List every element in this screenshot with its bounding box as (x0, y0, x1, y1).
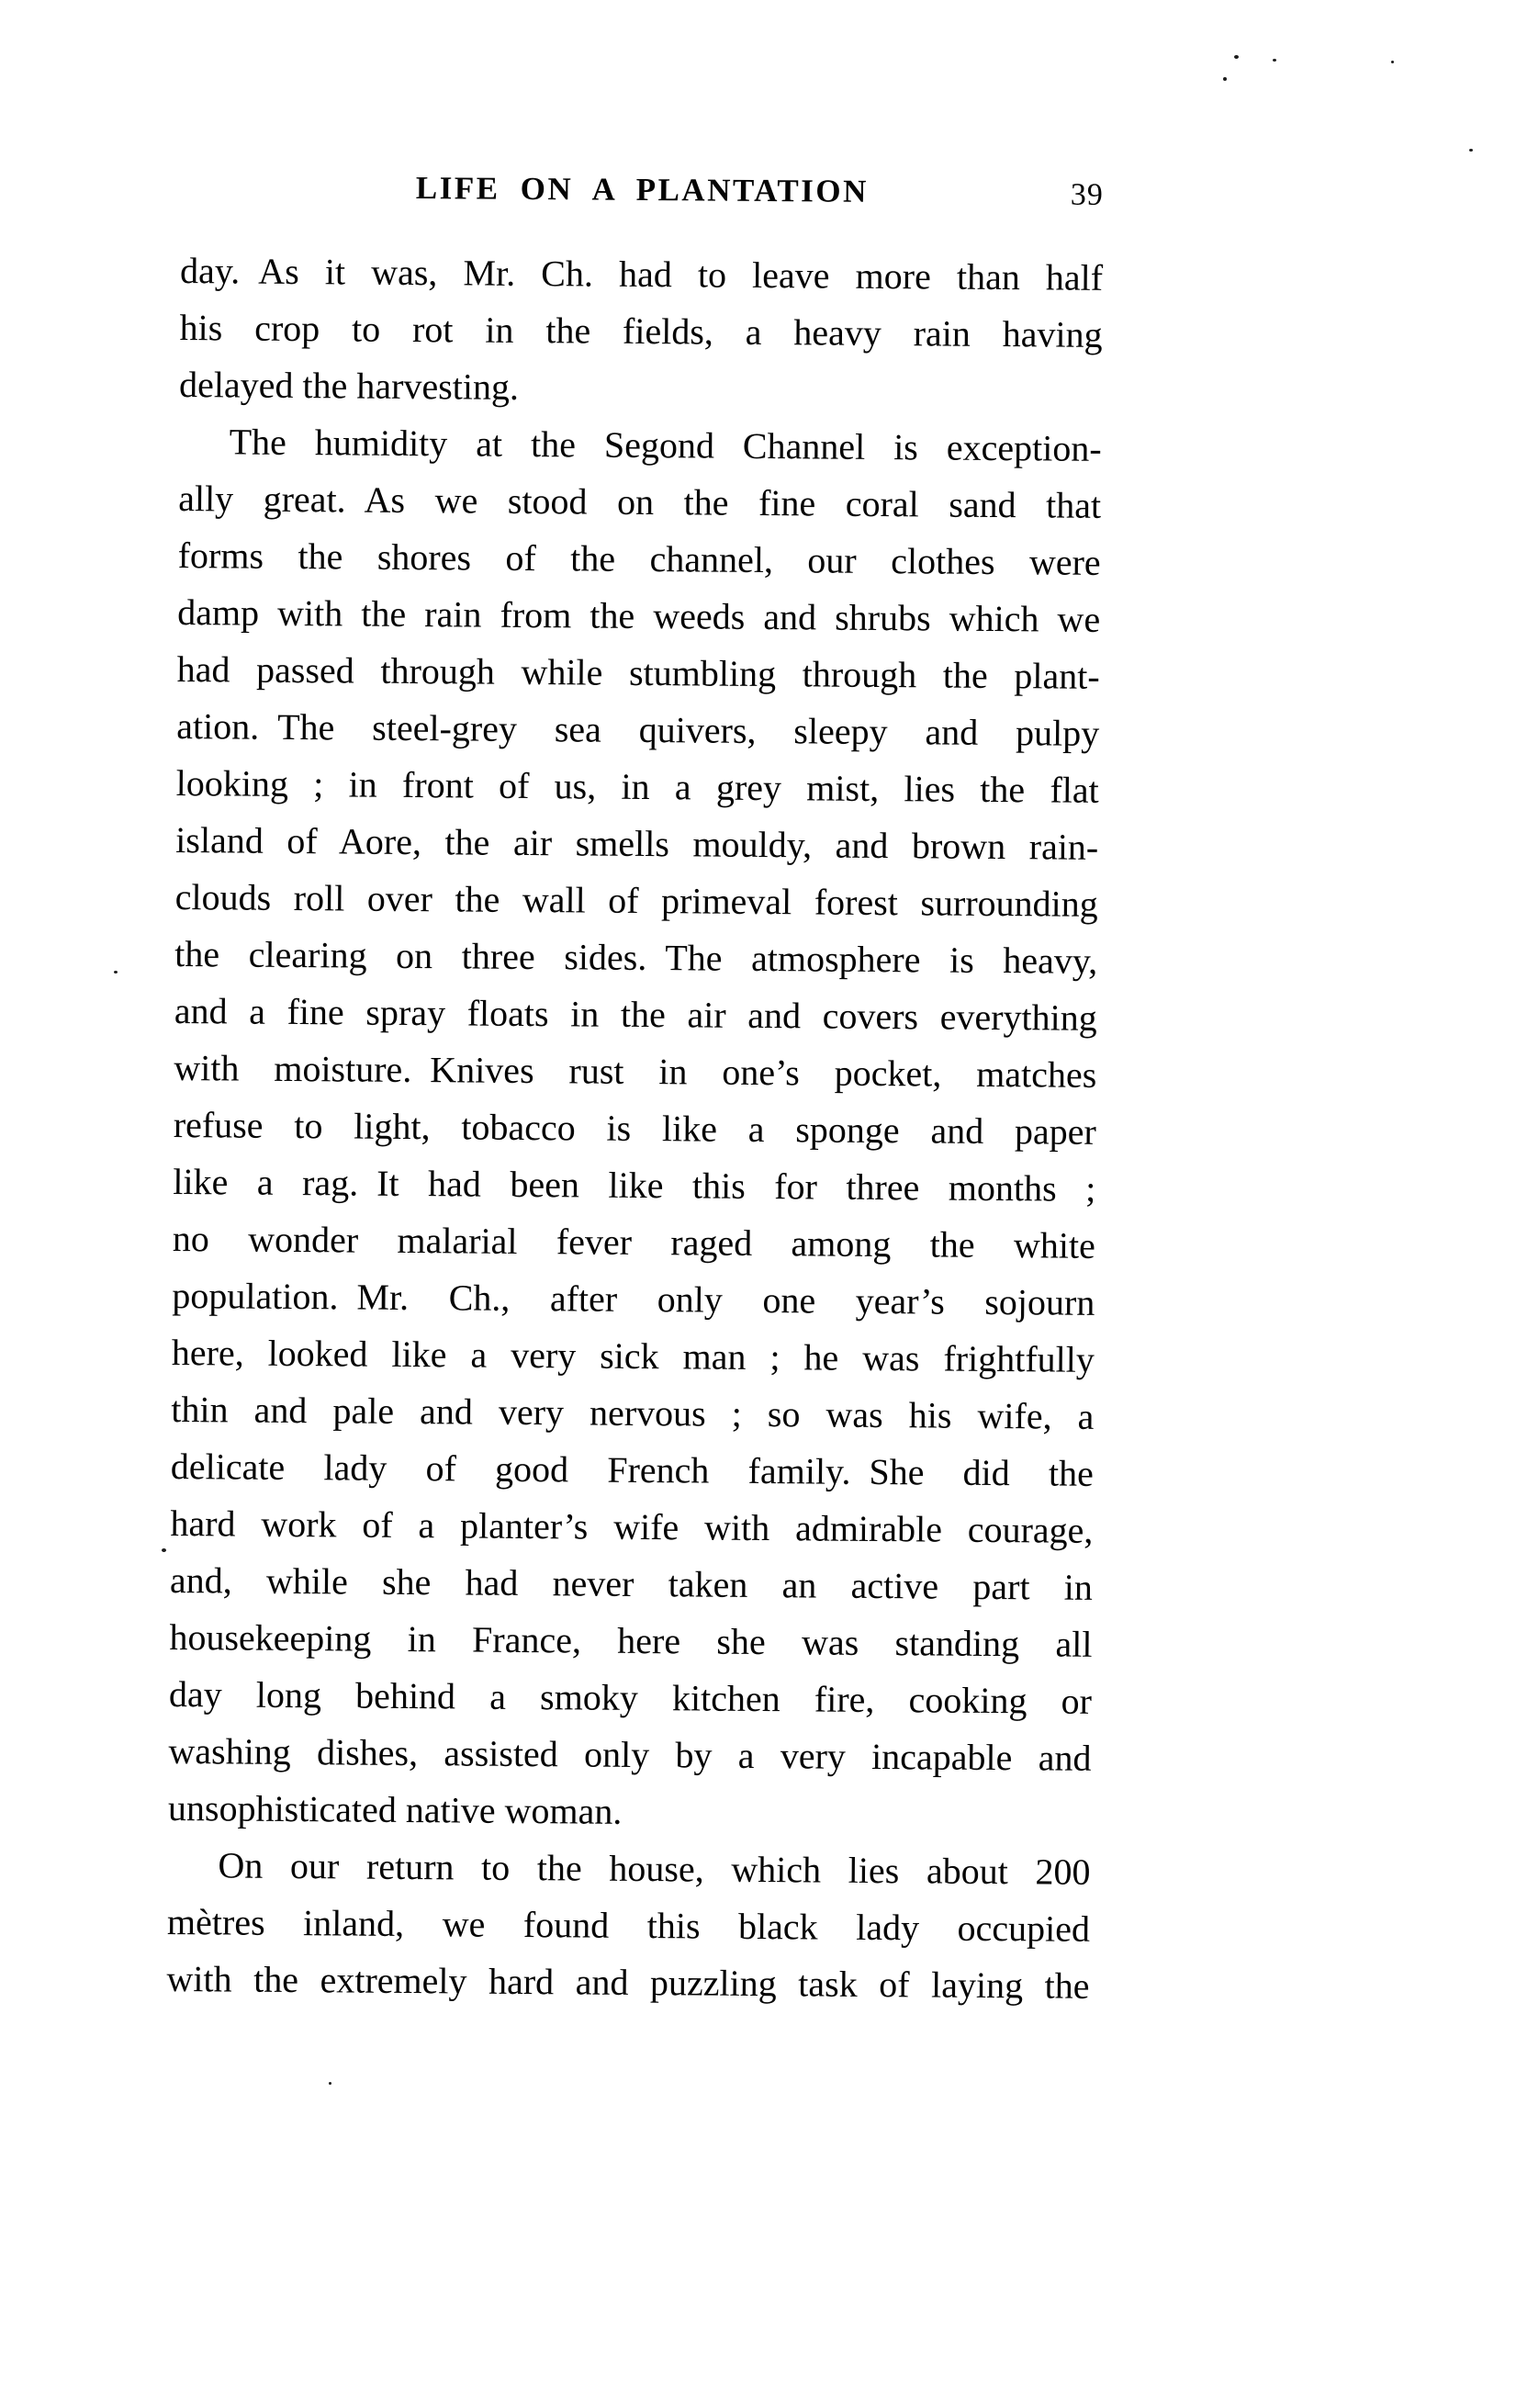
text-line: his crop to rot in the fields, a heavy rain having (179, 306, 1103, 355)
text-line: looking ; in front of us, in a grey mist, lies the flat (175, 761, 1099, 811)
text-line: no wonder malarial fever raged among the white (172, 1217, 1095, 1266)
text-line: washing dishes, assisted only by a very incapable and (168, 1729, 1092, 1779)
text-line: here, looked like a very sick man ; he was frightfully (171, 1331, 1095, 1380)
text-line: delayed the harvesting. (178, 363, 520, 408)
page-number: 39 (1070, 177, 1104, 212)
scan-artifact (1391, 61, 1394, 63)
text-line: the clearing on three sides. The atmosphere is heavy, (174, 932, 1098, 982)
text-line: forms the shores of the channel, our clothes were (177, 534, 1101, 583)
text-line: damp with the rain from the weeds and shrubs which we (177, 591, 1101, 640)
body-text (166, 242, 1103, 2015)
text-line: The humidity at the Segond Channel is exception- (229, 421, 1102, 469)
scan-artifact (1469, 149, 1473, 152)
scan-artifact (162, 1548, 166, 1552)
text-line: housekeeping in France, here she was standing all (169, 1615, 1093, 1665)
text-line: had passed through while stumbling through the plant- (176, 647, 1100, 697)
text-line: and, while she had never taken an active part in (169, 1558, 1094, 1608)
text-line: with the extremely hard and puzzling task of laying the (166, 1957, 1090, 2007)
text-line: clouds roll over the wall of primeval forest surrounding (174, 875, 1098, 925)
text-line: day long behind a smoky kitchen fire, cooking or (168, 1672, 1093, 1722)
text-line: ation. The steel-grey sea quivers, sleepy and pulpy (176, 704, 1100, 754)
text-line: hard work of a planter’s wife with admirable courage, (170, 1502, 1094, 1551)
text-line: with moisture. Knives rust in one’s pocket, matches (174, 1046, 1097, 1096)
text-line: population. Mr. Ch., after only one year’s sojourn (172, 1274, 1095, 1323)
text-line: ally great. As we stood on the fine coral sand that (178, 477, 1102, 526)
text-line: refuse to light, tobacco is like a sponge and paper (173, 1103, 1096, 1153)
text-line: On our return to the house, which lies about 200 (218, 1844, 1091, 1893)
text-line: mètres inland, we found this black lady occupied (166, 1900, 1091, 1950)
text-line: and a fine spray floats in the air and covers everything (174, 989, 1097, 1039)
scan-artifact (329, 2082, 331, 2085)
text-line: island of Aore, the air smells mouldy, and brown rain- (175, 818, 1099, 868)
text-line: day. As it was, Mr. Ch. had to leave more than half (179, 249, 1104, 298)
text-line: delicate lady of good French family. She did the (170, 1445, 1095, 1494)
text-line: unsophisticated native woman. (167, 1786, 623, 1832)
text-line: like a rag. It had been like this for three months ; (173, 1160, 1096, 1210)
page-title: LIFE ON A PLANTATION (415, 170, 870, 209)
scan-artifact (114, 971, 118, 973)
text-line: thin and pale and very nervous ; so was his wife, a (171, 1388, 1095, 1437)
scan-artifact (1273, 59, 1276, 62)
scan-artifact (1223, 77, 1227, 81)
scan-artifact (1234, 55, 1239, 59)
